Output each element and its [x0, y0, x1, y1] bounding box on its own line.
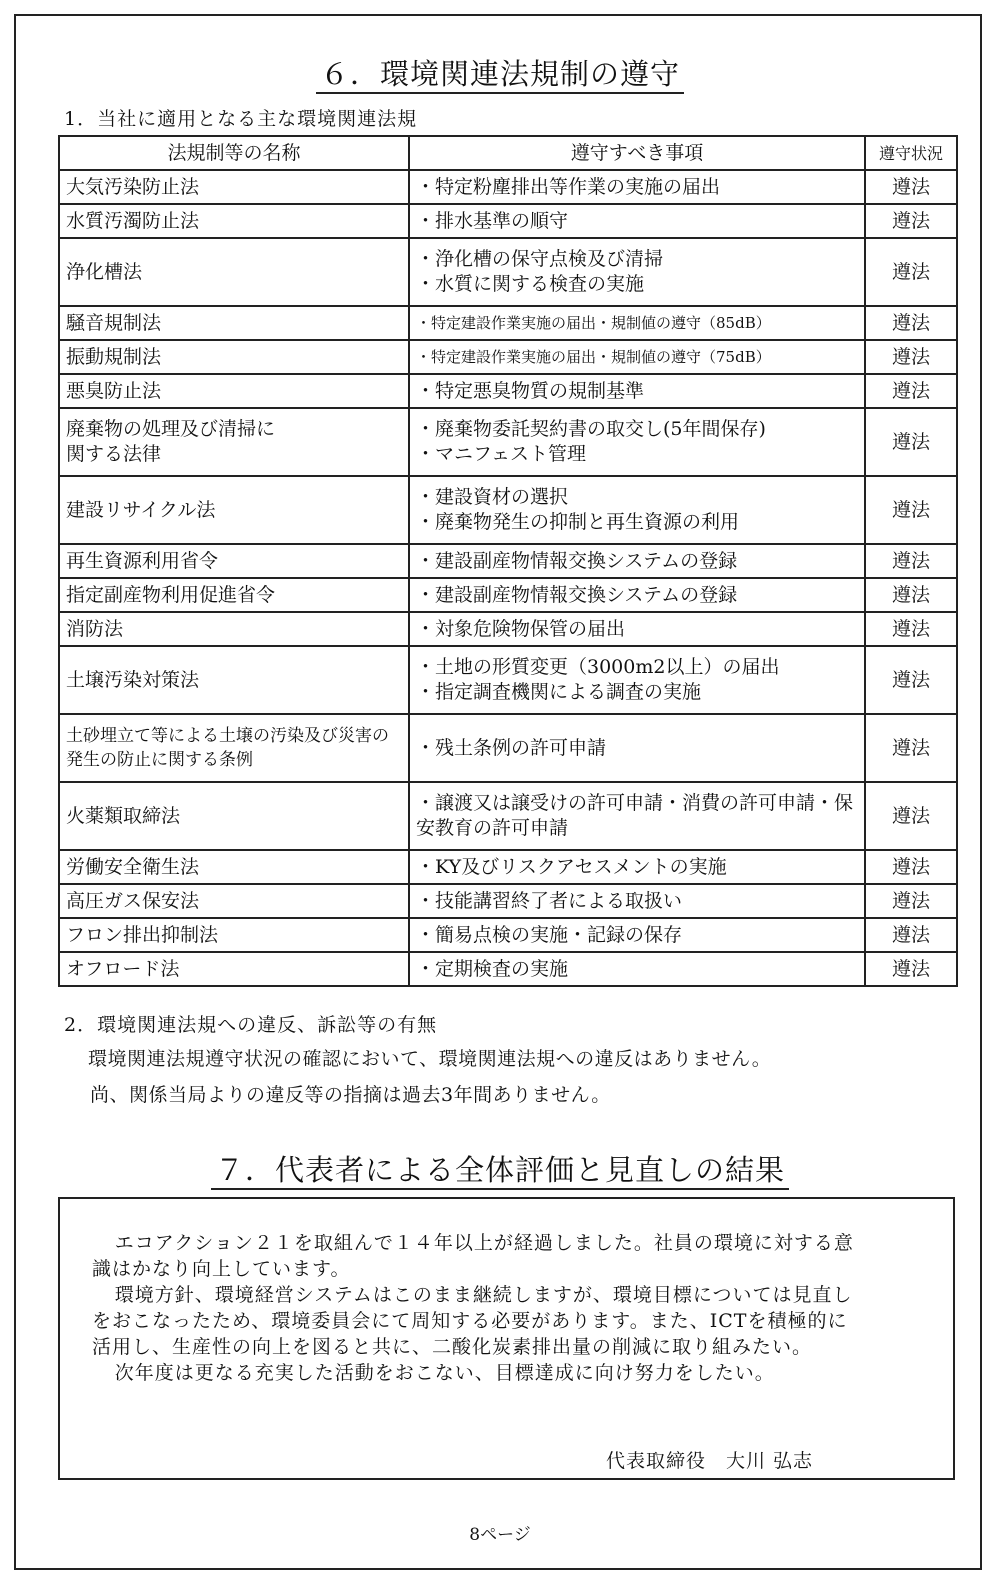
law-name: 高圧ガス保安法: [59, 884, 409, 918]
compliance-status: 遵法: [865, 544, 957, 578]
requirement-line: ・廃棄物発生の抑制と再生資源の利用: [416, 511, 740, 533]
requirement-line: ・マニフェスト管理: [416, 443, 587, 465]
signature: 代表取締役 大川 弘志: [606, 1450, 814, 1472]
table-row: [59, 238, 957, 306]
law-name: 悪臭防止法: [59, 374, 409, 408]
law-requirement: [409, 374, 865, 408]
requirement-line: ・特定建設作業実施の届出・規制値の遵守（75dB）: [416, 347, 771, 366]
law-requirement: [409, 204, 865, 238]
law-name: 再生資源利用省令: [59, 544, 409, 578]
law-requirement: [409, 306, 865, 340]
requirement-line: ・建設副産物情報交換システムの登録: [416, 583, 738, 606]
compliance-status: 遵法: [865, 918, 957, 952]
requirement-line: ・建設資材の選択: [416, 486, 569, 508]
compliance-status: 遵法: [865, 204, 957, 238]
requirement-line: ・対象危険物保管の届出: [416, 617, 626, 640]
table-row: [59, 884, 957, 918]
law-name: 大気汚染防止法: [59, 170, 409, 204]
law-name: 土砂埋立て等による土壌の汚染及び災害の発生の防止に関する条例: [59, 714, 409, 782]
compliance-status: 遵法: [865, 884, 957, 918]
requirement-line: ・浄化槽の保守点検及び清掃: [416, 248, 664, 270]
compliance-status: 遵法: [865, 238, 957, 306]
table-row: [59, 544, 957, 578]
law-requirement: [409, 476, 865, 544]
table-row: [59, 340, 957, 374]
section6-sub1: 1．当社に適用となる主な環境関連法規: [64, 108, 418, 130]
law-requirement: [409, 850, 865, 884]
header-law: 法規制等の名称: [59, 136, 409, 170]
laws-table: [58, 135, 958, 987]
compliance-status: 遵法: [865, 782, 957, 850]
table-row: [59, 408, 957, 476]
requirement-line: ・建設副産物情報交換システムの登録: [416, 549, 738, 572]
requirement-line: ・技能講習終了者による取扱い: [416, 889, 683, 912]
table-row: [59, 612, 957, 646]
compliance-status: 遵法: [865, 714, 957, 782]
law-requirement: [409, 170, 865, 204]
compliance-status: 遵法: [865, 306, 957, 340]
section7-title: ７．代表者による全体評価と見直しの結果: [0, 1148, 1000, 1189]
law-name: 建設リサイクル法: [59, 476, 409, 544]
law-name: 土壌汚染対策法: [59, 646, 409, 714]
table-row: [59, 952, 957, 986]
violation-statement: 尚、関係当局よりの違反等の指摘は過去3年間ありません。: [90, 1084, 611, 1106]
section6-title: ６．環境関連法規制の遵守: [0, 52, 1000, 93]
requirement-line: ・指定調査機関による調査の実施: [416, 681, 702, 703]
law-name: 廃棄物の処理及び清掃に関する法律: [59, 408, 409, 476]
requirement-line: ・排水基準の順守: [416, 209, 569, 232]
law-requirement: [409, 612, 865, 646]
law-requirement: [409, 952, 865, 986]
requirement-line: ・廃棄物委託契約書の取交し(5年間保存): [416, 418, 766, 440]
header-status: 遵守状況: [865, 136, 957, 170]
table-row: [59, 204, 957, 238]
table-row: [59, 646, 957, 714]
compliance-status: 遵法: [865, 850, 957, 884]
law-name: 消防法: [59, 612, 409, 646]
table-row: [59, 476, 957, 544]
requirement-line: ・定期検査の実施: [416, 957, 569, 980]
table-row: [59, 782, 957, 850]
page-number: 8ページ: [469, 1525, 531, 1545]
compliance-status: 遵法: [865, 952, 957, 986]
law-name: 火薬類取締法: [59, 782, 409, 850]
compliance-status: 遵法: [865, 408, 957, 476]
requirement-line: ・水質に関する検査の実施: [416, 273, 645, 295]
table-row: [59, 578, 957, 612]
table-row: [59, 714, 957, 782]
law-name: 騒音規制法: [59, 306, 409, 340]
compliance-status: 遵法: [865, 612, 957, 646]
section6-sub2: 2．環境関連法規への違反、訴訟等の有無: [64, 1014, 438, 1036]
requirement-line: ・特定悪臭物質の規制基準: [416, 379, 645, 402]
table-row: [59, 170, 957, 204]
compliance-status: 遵法: [865, 340, 957, 374]
law-requirement: [409, 578, 865, 612]
requirement-line: ・簡易点検の実施・記録の保存: [416, 923, 683, 946]
law-requirement: [409, 646, 865, 714]
compliance-status: 遵法: [865, 170, 957, 204]
requirement-line: ・譲渡又は譲受けの許可申請・消費の許可申請・保安教育の許可申請: [416, 792, 854, 839]
law-name: オフロード法: [59, 952, 409, 986]
requirement-line: ・特定粉塵排出等作業の実施の届出: [416, 175, 721, 198]
law-requirement: [409, 340, 865, 374]
compliance-statement: 環境関連法規遵守状況の確認において、環境関連法規への違反はありません。: [88, 1048, 772, 1070]
header-requirement: 遵守すべき事項: [409, 136, 865, 170]
table-header-row: [59, 136, 957, 170]
requirement-line: ・残土条例の許可申請: [416, 736, 607, 759]
compliance-status: 遵法: [865, 476, 957, 544]
table-row: [59, 374, 957, 408]
table-row: [59, 306, 957, 340]
requirement-line: ・特定建設作業実施の届出・規制値の遵守（85dB）: [416, 313, 771, 332]
law-name: 水質汚濁防止法: [59, 204, 409, 238]
law-name: 労働安全衛生法: [59, 850, 409, 884]
law-requirement: [409, 918, 865, 952]
review-paragraph: 環境方針、環境経営システムはこのまま継続しますが、環境目標については見直しをおこなったため、環境委員会にて周知する必要があります。また、ICTを積極的に活用し、生産性の向上を図ると共に、二酸化炭素排出量の削減に取り組みたい。: [92, 1284, 853, 1358]
law-requirement: [409, 544, 865, 578]
law-requirement: [409, 408, 865, 476]
table-row: [59, 850, 957, 884]
compliance-status: 遵法: [865, 646, 957, 714]
review-paragraph: 次年度は更なる充実した活動をおこない、目標達成に向け努力をしたい。: [114, 1362, 775, 1384]
review-text: [92, 1230, 862, 1386]
law-requirement: [409, 714, 865, 782]
law-name: フロン排出抑制法: [59, 918, 409, 952]
requirement-line: ・KY及びリスクアセスメントの実施: [416, 855, 727, 878]
law-requirement: [409, 884, 865, 918]
law-name: 指定副産物利用促進省令: [59, 578, 409, 612]
law-name: 浄化槽法: [59, 238, 409, 306]
table-row: [59, 918, 957, 952]
law-name: 振動規制法: [59, 340, 409, 374]
compliance-status: 遵法: [865, 374, 957, 408]
law-requirement: [409, 238, 865, 306]
law-requirement: [409, 782, 865, 850]
compliance-status: 遵法: [865, 578, 957, 612]
review-paragraph: エコアクション２１を取組んで１４年以上が経過しました。社員の環境に対する意識はかなり向上しています。: [92, 1232, 854, 1280]
requirement-line: ・土地の形質変更（3000m2以上）の届出: [416, 656, 780, 678]
